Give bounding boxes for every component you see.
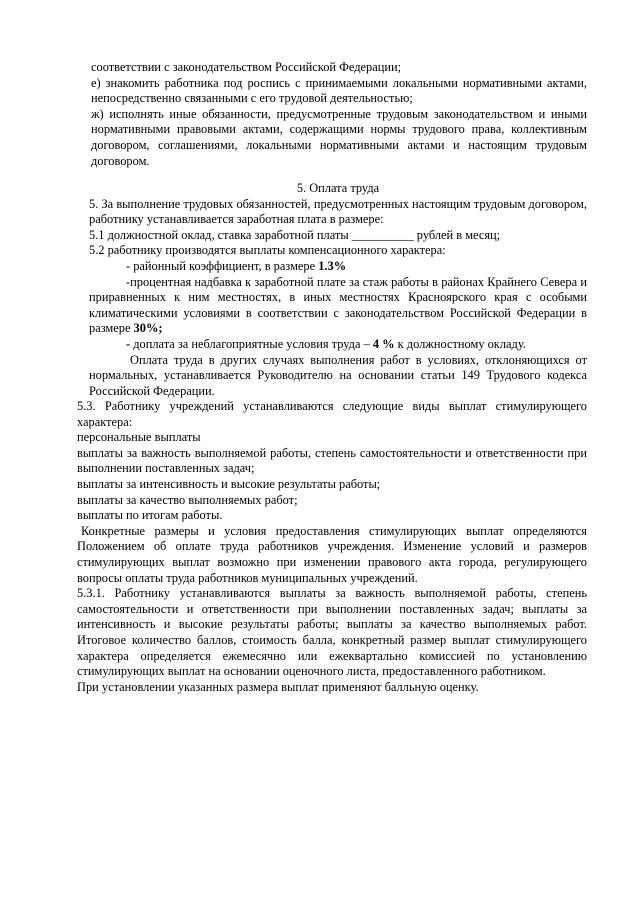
section-5-block	[89, 181, 587, 399]
specific-conditions: Конкретные размеры и условия предоставления стимулирующих выплат определяются Положением об оплате труда работников учреждения. Изменение условий и размеров стимулирующих выплат возможно при изменении правового акта города, регулирующего вопросы оплаты труда работников муниципальных учреждений.	[77, 523, 587, 585]
regional-coefficient-text: - районный коэффициент, в размере	[126, 258, 319, 273]
north-bonus-text: -процентная надбавка к заработной плате за стаж работы в районах Крайнего Севера и приравненных к ним местностях, в иных местностях Красноярского края с особыми климатическими условиями в соответствии с законодательством Российской Федерации в размере	[89, 274, 587, 336]
payment-quality: выплаты за качество выполняемых работ;	[77, 492, 298, 507]
adverse-conditions-value: 4 %	[372, 336, 395, 351]
clause-5-2: 5.2 работнику производятся выплаты компенсационного характера:	[89, 243, 446, 258]
north-bonus	[89, 275, 587, 337]
adverse-conditions-text: доплата за неблагоприятные условия труда –	[130, 336, 373, 351]
north-bonus-value: 30%;	[133, 321, 163, 336]
section-5-heading: 5. Оплата труда	[296, 181, 380, 195]
clause-5-1: 5.1 должностной оклад, ставка заработной платы __________ рублей в месяц;	[89, 227, 501, 242]
duty-item-zh: ж) исполнять иные обязанности, предусмотренные трудовым законодательством и иными нормативными правовыми актами, содержащими нормы трудового права, коллективным договором, соглашениями, локальными нормативными актами и настоящим трудовым договором.	[91, 106, 587, 168]
adverse-conditions	[89, 337, 587, 353]
payment-results: выплаты по итогам работы.	[77, 508, 223, 523]
clause-5-3: 5.3. Работнику учреждений устанавливаются следующие виды выплат стимулирующего характера:	[77, 399, 587, 429]
payment-intensity: выплаты за интенсивность и высокие результаты работы;	[77, 476, 381, 491]
regional-coefficient-value: 1.3%	[318, 258, 347, 273]
regional-coefficient	[89, 259, 587, 275]
payment-importance: выплаты за важность выполняемой работы, степень самостоятельности и ответственности при выполнении поставленных задач;	[77, 445, 587, 476]
adverse-conditions-suffix: к должностному окладу.	[394, 336, 526, 351]
clause-5: 5. За выполнение трудовых обязанностей, предусмотренных настоящим трудовым договором, работнику устанавливается заработная плата в размере:	[89, 196, 587, 227]
section-5-3-block	[77, 399, 587, 695]
adverse-conditions-dash: -	[126, 336, 131, 351]
duty-item-e: е) знакомить работника под роспись с принимаемыми локальными нормативными актами, непосредственно связанными с его трудовой деятельностью;	[91, 75, 587, 106]
final-note: При установлении указанных размера выплат применяют балльную оценку.	[77, 679, 479, 694]
clause-5-3-1: 5.3.1. Работнику устанавливаются выплаты за важность выполняемой работы, степень самостоятельности и ответственности при выполнении поставленных задач; выплаты за интенсивность и высокие результаты работы; выплаты за качество выполняемых работ. Итоговое количество баллов, стоимость балла, конкретный размер выплат стимулирующего характера определяется ежемесячно или ежеквартально комиссией по установлению стимулирующих выплат на основании оценочного листа, предоставленного работником.	[77, 586, 587, 679]
duties-block	[91, 60, 587, 169]
payment-personal: персональные выплаты	[77, 430, 201, 445]
duty-continuation: соответствии с законодательством Российской Федерации;	[91, 60, 402, 74]
other-conditions: Оплата труда в других случаях выполнения работ в условиях, отклоняющихся от нормальных, устанавливается Руководителю на основании статьи 149 Трудового кодекса Российской Федерации.	[89, 352, 587, 398]
